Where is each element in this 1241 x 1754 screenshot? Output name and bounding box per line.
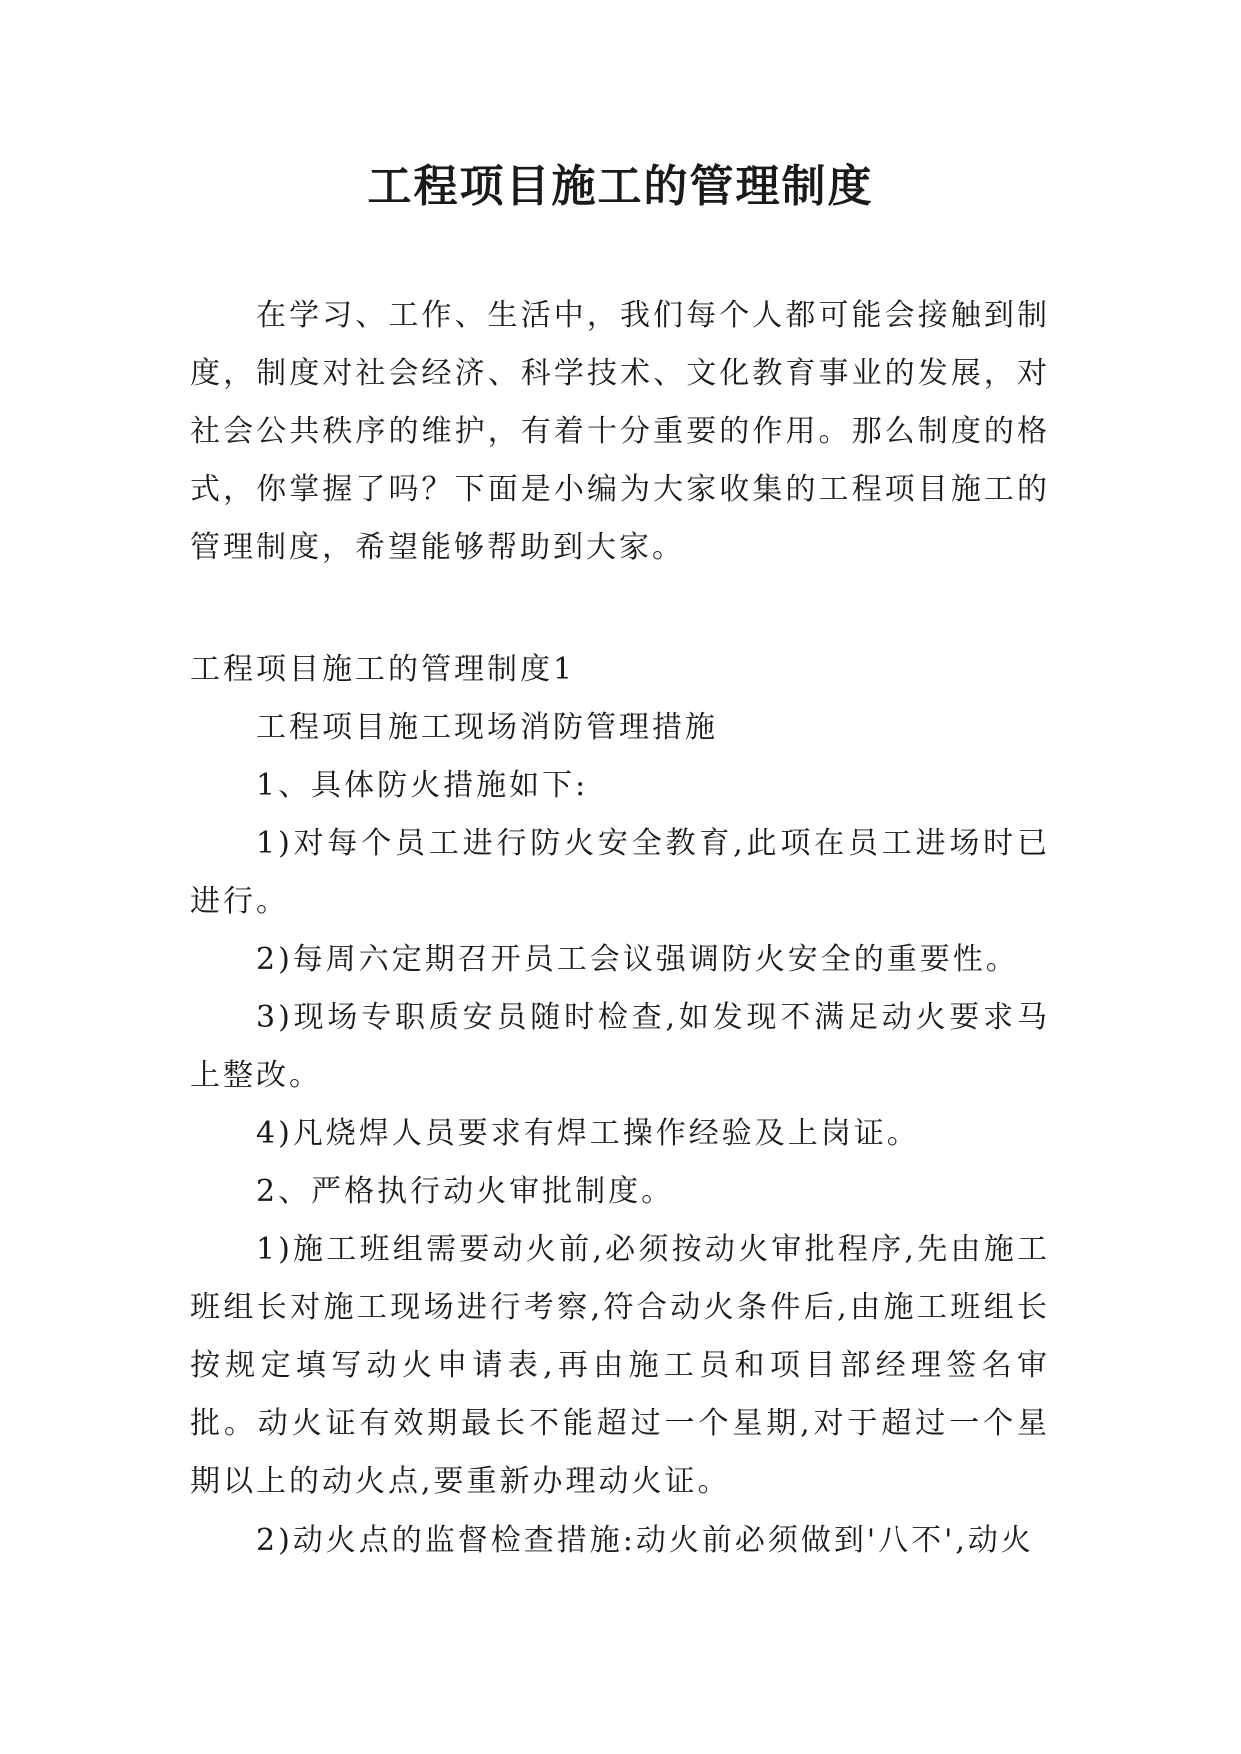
document-title: 工程项目施工的管理制度 xyxy=(367,161,874,212)
list-item: 4)凡烧焊人员要求有焊工操作经验及上岗证。 xyxy=(256,1116,920,1151)
list-item: 1)施工班组需要动火前,必须按动火审批程序,先由施工班组长对施工现场进行考察,符合动火条件后,由施工班组长按规定填写动火申请表,再由施工员和项目部经理签名审批。动火证有效期最长不能超过一个星期,对于超过一个星期以上的动火点,要重新办理动火证。 xyxy=(190,1232,1050,1499)
subsection-title: 工程项目施工现场消防管理措施 xyxy=(256,710,718,745)
list-item: 2)每周六定期召开员工会议强调防火安全的重要性。 xyxy=(256,942,1019,977)
list-item: 2)动火点的监督检查措施:动火前必须做到'八不',动火 xyxy=(256,1523,1034,1558)
list-item: 1)对每个员工进行防火安全教育,此项在员工进场时已进行。 xyxy=(190,826,1050,919)
list-item: 2、严格执行动火审批制度。 xyxy=(256,1174,675,1209)
section-heading: 工程项目施工的管理制度1 xyxy=(190,652,576,687)
intro-paragraph: 在学习、工作、生活中，我们每个人都可能会接触到制度，制度对社会经济、科学技术、文化教育事业的发展，对社会公共秩序的维护，有着十分重要的作用。那么制度的格式，你掌握了吗？下面是小编为大家收集的工程项目施工的管理制度，希望能够帮助到大家。 xyxy=(190,298,1050,565)
list-item: 3)现场专职质安员随时检查,如发现不满足动火要求马上整改。 xyxy=(190,1000,1050,1093)
list-item: 1、具体防火措施如下: xyxy=(256,768,589,803)
